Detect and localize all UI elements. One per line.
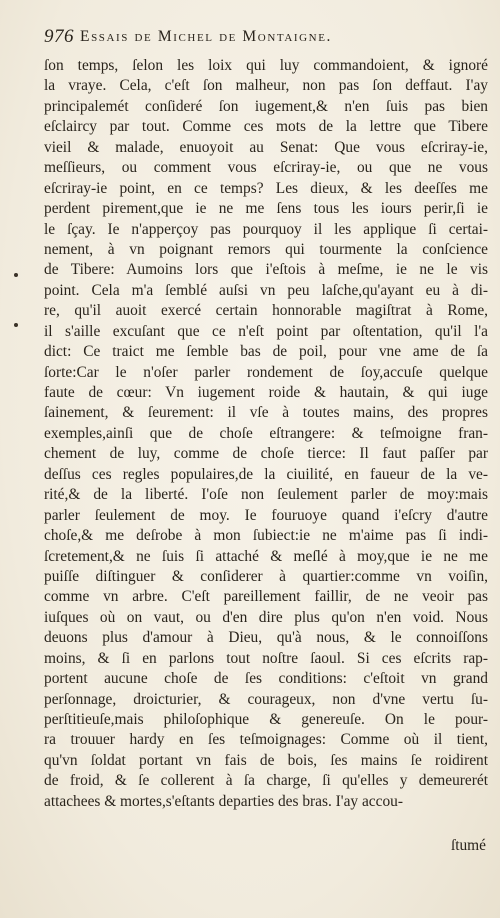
text-line: qu'vn ſoldat portant vn fais de bois, ſes mains ſe roidirent (44, 751, 488, 769)
text-line: exemples,ainſi que de choſe eſtrangere: & teſmoigne fran- (44, 424, 488, 442)
text-line: choſe,& me deſrobe à mon ſubiect:ie ne m'aime pas ſi indi- (44, 527, 488, 545)
margin-dot (14, 323, 18, 327)
text-line: point. Cela m'a ſemblé auſsi vn peu laſche,qu'ayant eu à di- (44, 281, 488, 299)
text-line: ſon temps, ſelon les loix qui luy commandoient, & ignoré (44, 57, 488, 74)
text-line: moins, & ſi en parlons tout noſtre ſaoul. Si ces eſcrits rap- (44, 649, 488, 667)
text-line: perſtitieuſe,mais philoſophique & genereuſe. On le pour- (44, 711, 488, 728)
text-line: iuſques où on vaut, ou d'en dire plus qu'on n'en void. Nous (44, 608, 488, 626)
text-line: comme vn arbre. C'eſt pareillement faillir, de ne veoir pas (44, 588, 488, 606)
text-line: dict: Ce traict me ſemble bas de poil, pour vne ame de ſa (44, 343, 488, 361)
text-line: chement de luy, comme de choſe tierce: Il faut paſſer par (44, 445, 488, 463)
page-header (44, 26, 488, 52)
text-line: de Tibere: Aumoins lors que i'eſtois à meſme, ie ne le vis (44, 261, 488, 279)
text-line: principalemét conſideré ſon iugement,& n'en ſuis pas bien (44, 97, 488, 115)
text-line: rité,& de la liberté. I'oſe non ſeulement parler de moy:mais (44, 486, 488, 504)
text-line: faute de cœur: Vn iugement roide & hautain, & qui iuge (44, 384, 488, 401)
text-line: nement, à vn poignant remors qui tourmente la conſcience (44, 240, 488, 258)
text-line: deuons plus d'amour à Dieu, qu'à nous, & le connoiſſons (44, 629, 488, 647)
page-number: 976 (44, 26, 74, 47)
catchword: ſtumé (450, 837, 486, 854)
margin-dot (14, 273, 18, 277)
text-line: vieil & malade, enuoyoit au Senat: Que vous eſcriray-ie, (44, 138, 488, 156)
text-line: le ſçay. Ie n'apperçoy pas pourquoy il les applique ſi certai- (44, 220, 488, 238)
text-line: la vraye. Cela, c'eſt ſon malheur, non pas ſon deffaut. I'ay (44, 77, 488, 95)
text-line: perſonnage, droicturier, & courageux, non d'vne vertu ſu- (44, 690, 488, 708)
text-line: ſainement, & ſeurement: il vſe à toutes mains, des propres (44, 404, 488, 422)
text-line: ſorte:Car le n'oſer parler rondement de ſoy,accuſe quelque (44, 363, 488, 381)
body-text (44, 56, 488, 812)
text-line: puiſſe diſtinguer & conſiderer à quartier:comme vn voiſin, (44, 567, 488, 585)
running-title: Essais de Michel de Montaigne. (80, 28, 333, 45)
text-line: attachees & mortes,s'eſtants departies des bras. I'ay accou- (44, 792, 403, 810)
text-line: eſclaircy par tout. Comme ces mots de la lettre que Tibere (44, 118, 488, 136)
text-line: de froid, & ſe collerent à ſa charge, ſi qu'elles y demeurerét (44, 772, 488, 790)
text-line: portent aucune choſe de ſes conditions: c'eſtoit vn grand (44, 670, 488, 688)
text-line: ra trouuer hardy en ſes teſmoignages: Comme où il tient, (44, 731, 488, 749)
text-line: re, qu'il auoit exercé certain honnorable magiſtrat à Rome, (44, 302, 488, 320)
text-line: parler ſeulement de moy. Ie fouruoye quand i'eſcry d'autre (44, 506, 488, 524)
text-line: perdent pirement,que ie ne me ſens tous les iours perir,ſi ie (44, 200, 488, 218)
text-line: il s'aille excuſant que ce n'eſt point par oſtentation, qu'il l'a (44, 322, 488, 340)
text-line: ſcretement,& ne ſuis ſi attaché & meſlé à moy,que ie ne me (44, 547, 488, 565)
text-line: deſſus ces regles populaires,de la ciuilité, en faueur de la ve- (44, 465, 488, 483)
text-line: eſcriray-ie point, en ce temps? Les dieux, & les deeſſes me (44, 179, 488, 197)
text-line: meſſieurs, ou comment vous eſcriray-ie, ou que ne vous (44, 159, 488, 177)
